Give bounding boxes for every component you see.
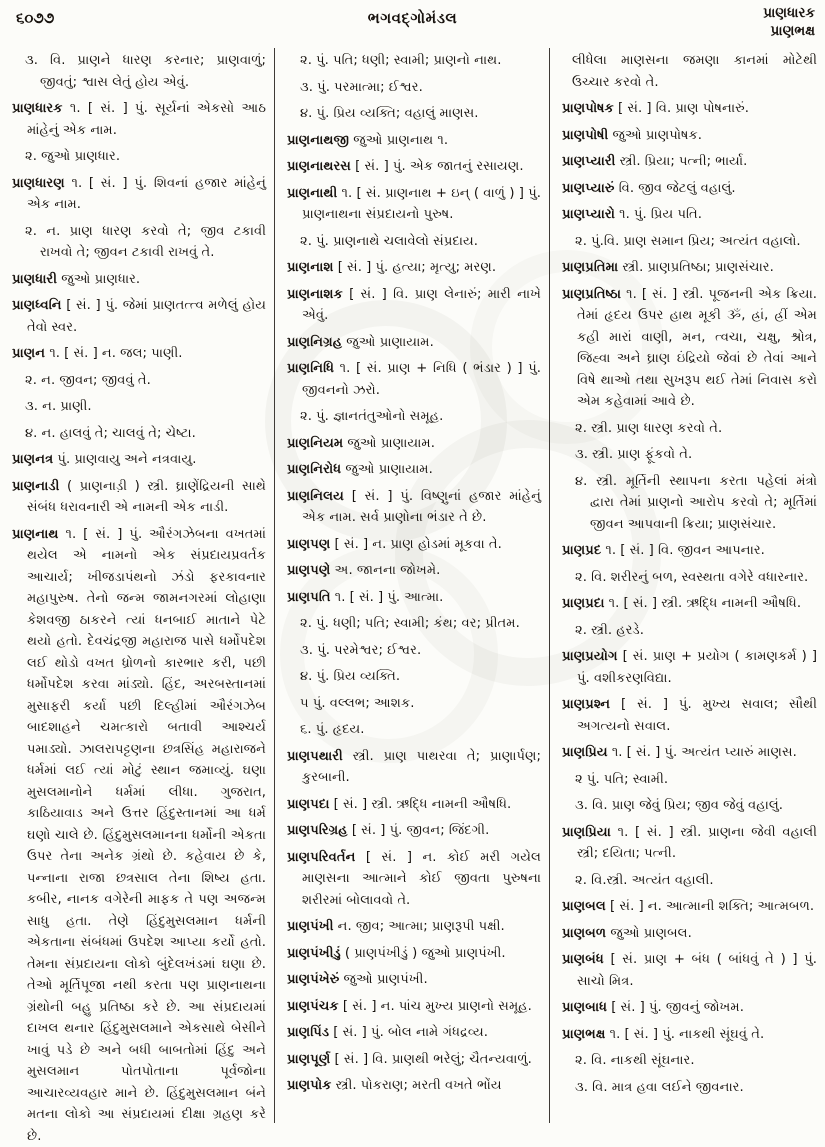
sense-line: ૩. વિ. માત્ર હવા લઈને જીવનાર. — [562, 1077, 817, 1099]
headword: પ્રાણપ્રદ — [562, 543, 601, 558]
dictionary-entry: પ્રાણધારણ ૧. [ સં. ] પું. શિવનાં હજાર માંહેનું એક નામ. — [12, 173, 266, 216]
headword: પ્રાણનિરોધ — [287, 462, 341, 477]
dictionary-entry: પ્રાણપ્યારો ૧. પું. પ્રિય પતિ. — [562, 204, 817, 226]
sense-line: ૨. જુઓ પ્રાણધાર. — [12, 146, 266, 168]
dictionary-entry: પ્રાણપરિવર્તન [ સં. ] ન. કોઈ મરી ગયેલ માણસના આત્માને કોઈ જીવતા પુરુષના શરીરમાં બોલાવવો તે. — [287, 847, 541, 912]
column-2 — [275, 48, 550, 1123]
headword: પ્રાણનિધિ — [287, 361, 334, 376]
dictionary-entry: પ્રાણપ્રિયા ૧. [ સં. ] સ્ત્રી. પ્રાણના જેવી વહાલી સ્ત્રી; દયિતા; પત્ની. — [562, 822, 817, 865]
sense-line: ૩. પું. પરમેશ્વર; ઈશ્વર. — [287, 640, 541, 662]
headword: પ્રાણનિલય — [287, 489, 344, 504]
dictionary-entry: પ્રાણપરિગ્રહ [ સં. ] પું. જીવન; જિંદગી. — [287, 820, 541, 842]
headword: પ્રાણપરિગ્રહ — [287, 823, 348, 838]
dictionary-entry: પ્રાણબળ જુઓ પ્રાણબલ. — [562, 923, 817, 945]
headword: પ્રાણબંધ — [562, 952, 604, 967]
page-header — [0, 0, 825, 48]
headword: પ્રાણધારક — [12, 101, 63, 116]
headword: પ્રાણનિયમ — [287, 436, 343, 451]
dictionary-entry: પ્રાણપદા [ સં. ] સ્ત્રી. ઋદ્ધિ નામની ઔષધિ. — [287, 794, 541, 816]
headword: પ્રાણપણે — [287, 563, 330, 578]
headword: પ્રાણપ્રતિમા — [562, 260, 618, 275]
headword: પ્રાણપ્રિય — [562, 745, 608, 760]
dictionary-entry: પ્રાણનિધિ ૧. [ સં. પ્રાણ + નિધિ ( ભંડાર ) ] પું. જીવનનો ઝરો. — [287, 358, 541, 401]
headword: પ્રાણપ્રયોગ — [562, 649, 618, 664]
headword: પ્રાણપરિવર્તન — [287, 850, 355, 865]
headword: પ્રાણનાથજી — [287, 133, 349, 148]
dictionary-entry: પ્રાણનાથજી જુઓ પ્રાણનાથ ૧. — [287, 130, 541, 152]
sense-line: ૨. વિ. શરીરનું બળ, સ્વસ્થતા વગેરે વધારનાર. — [562, 567, 817, 589]
headword: પ્રાણનાશક — [287, 287, 343, 302]
dictionary-entry: પ્રાણનાથરસ [ સં. ] પું. એક જાતનું રસાયણ. — [287, 156, 541, 178]
headword: પ્રાણપોષી — [562, 128, 608, 143]
sense-line: ૨. પું.વિ. પ્રાણ સમાન પ્રિય; અત્યંત વહાલો. — [562, 231, 817, 253]
headword: પ્રાણનાથ — [12, 527, 58, 542]
dictionary-entry: પ્રાણભક્ષ ૧. [ સં. ] પું. નાકથી સૂંઘવું તે. — [562, 1024, 817, 1046]
dictionary-entry: પ્રાણપંખીડું ( પ્રાણપંખીડ઼ું ) જુઓ પ્રાણપંખી. — [287, 943, 541, 965]
headword: પ્રાણન — [12, 346, 45, 361]
sense-line: ૨ પું. પતિ; સ્વામી. — [562, 769, 817, 791]
dictionary-entry: પ્રાણપતિ ૧. [ સં. ] પું. આત્મા. — [287, 587, 541, 609]
dictionary-entry: પ્રાણધારક ૧. [ સં. ] પું. સૂર્યનાં એકસો આઠ માંહેનું એક નામ. — [12, 98, 266, 141]
column-1 — [0, 48, 275, 1123]
sense-line: ૩. વિ. પ્રાણ જેવું પ્રિય; જીવ જેવું વહાલું. — [562, 795, 817, 817]
headword: પ્રાણબળ — [562, 926, 606, 941]
dictionary-entry: પ્રાણપિંડ [ સં. ] પું. બોલ નામે ગંધદ્રવ્ય. — [287, 1022, 541, 1044]
headword: પ્રાણપ્રતિષ્ઠા — [562, 287, 621, 302]
sense-line: ૨. સ્ત્રી. પ્રાણ ધારણ કરવો તે. — [562, 418, 817, 440]
dictionary-entry: પ્રાણનાશક [ સં. ] વિ. પ્રાણ લેનારું; મારી નાખે એવું. — [287, 284, 541, 327]
headword: પ્રાણપદા — [287, 797, 329, 812]
headword: પ્રાણનિગ્રહ — [287, 335, 342, 350]
dictionary-entry: પ્રાણપ્રયોગ [ સં. પ્રાણ + પ્રયોગ ( કામણકર્મ ) ] પું. વશીકરણવિદ્યા. — [562, 646, 817, 689]
book-title: ભગવદ્ગોમંડલ — [0, 9, 825, 27]
headword: પ્રાણભક્ષ — [562, 1027, 605, 1042]
sense-line: ૩. વિ. પ્રાણને ધારણ કરનાર; પ્રાણવાળું; જીવતું; શ્વાસ લેતું હોય એવું. — [12, 50, 266, 93]
headword: પ્રાણપંખીડું — [287, 946, 341, 961]
dictionary-entry: પ્રાણબાધ [ સં. ] પું. જીવનું જોખમ. — [562, 997, 817, 1019]
headword: પ્રાણપંખી — [287, 919, 333, 934]
sense-line: ૨. વિ. નાકથી સૂંઘનાર. — [562, 1050, 817, 1072]
guide-words — [763, 4, 815, 40]
dictionary-entry: પ્રાણપ્રદ ૧. [ સં. ] વિ. જીવન આપનાર. — [562, 540, 817, 562]
dictionary-entry: પ્રાણપ્રદા ૧. [ સં. ] સ્ત્રી. ઋદ્ધિ નામની ઔષધિ. — [562, 593, 817, 615]
continuation-line: લીધેલા માણસના જમણા કાનમાં મોટેથી ઉચ્ચાર કરવો તે. — [562, 50, 817, 93]
headword: પ્રાણનાશ — [287, 260, 334, 275]
headword: પ્રાણધારી — [12, 272, 57, 287]
sense-line: ૪. ન. હાલવું તે; ચાલવું તે; ચેષ્ટા. — [12, 423, 266, 445]
sense-line: ૨. ન. પ્રાણ ધારણ કરવો તે; જીવ ટકાવી રાખવો તે; જીવન ટકાવી રાખવું તે. — [12, 221, 266, 264]
dictionary-entry: પ્રાણનાથી ૧. [ સં. પ્રાણનાથ + ઇન્ ( વાળું ) ] પું. પ્રાણનાથના સંપ્રદાયનો પુરુષ. — [287, 183, 541, 226]
sense-line: ૩. ન. પ્રાણી. — [12, 396, 266, 418]
headword: પ્રાણબાધ — [562, 1000, 607, 1015]
sense-line: ૫ પું. વલ્લભ; આશક. — [287, 693, 541, 715]
column-3 — [550, 48, 825, 1123]
headword: પ્રાણધારણ — [12, 176, 65, 191]
guide-word-last: પ્રાણભક્ષ — [763, 22, 815, 40]
dictionary-entry: પ્રાણબંધ [ સં. પ્રાણ + બંધ ( બાંધવું તે ) ] પું. સાચો મિત્ર. — [562, 949, 817, 992]
dictionary-entry: પ્રાણપ્યારું વિ. જીવ જેટલું વહાલું. — [562, 178, 817, 200]
dictionary-entry: પ્રાણપ્રશ્ન [ સં. ] પું. મુખ્ય સવાલ; સૌથી અગત્યનો સવાલ. — [562, 694, 817, 737]
dictionary-entry: પ્રાણબલ [ સં. ] ન. આત્માની શક્તિ; આત્મબળ. — [562, 896, 817, 918]
guide-word-first: પ્રાણધારક — [763, 4, 815, 22]
headword: પ્રાણનાડી — [12, 479, 59, 494]
sense-line: ૨. સ્ત્રી. હરડે. — [562, 620, 817, 642]
headword: પ્રાણપ્યારું — [562, 181, 615, 196]
dictionary-entry: પ્રાણપંખી ન. જીવ; આત્મા; પ્રાણરૂપી પક્ષી. — [287, 916, 541, 938]
dictionary-entry: પ્રાણપોક સ્ત્રી. પોકરાણ; મરતી વખતે ભોંય — [287, 1075, 541, 1097]
dictionary-entry: પ્રાણન ૧. [ સં. ] ન. જલ; પાણી. — [12, 343, 266, 365]
headword: પ્રાણપતિ — [287, 590, 331, 605]
dictionary-entry: પ્રાણનાશ [ સં. ] પું. હત્યા; મૃત્યુ; મરણ. — [287, 257, 541, 279]
sense-line: ૨. પું. ધણી; પતિ; સ્વામી; કંથ; વર; પ્રીતમ. — [287, 613, 541, 635]
headword: પ્રાણપૂર્ણ — [287, 1052, 330, 1067]
headword: પ્રાણપ્યારી — [562, 154, 615, 169]
headword: પ્રાણપથારી — [287, 749, 343, 764]
dictionary-entry: પ્રાણનિરોધ જુઓ પ્રાણાયામ. — [287, 459, 541, 481]
headword: પ્રાણધ્વનિ — [12, 298, 62, 313]
sense-line: ૨. ન. જીવન; જીવવું તે. — [12, 370, 266, 392]
dictionary-entry: પ્રાણનિગ્રહ જુઓ પ્રાણાયામ. — [287, 332, 541, 354]
dictionary-entry: પ્રાણપંખેરું જુઓ પ્રાણપંખી. — [287, 969, 541, 991]
headword: પ્રાણપંખેરું — [287, 972, 339, 987]
dictionary-entry: પ્રાણધ્વનિ [ સં. ] પું. જેમાં પ્રાણતત્ત્વ મળેલું હોય તેવો સ્વર. — [12, 295, 266, 338]
dictionary-entry: પ્રાણપ્રતિમા સ્ત્રી. પ્રાણપ્રતિષ્ઠા; પ્રાણસંચાર. — [562, 257, 817, 279]
dictionary-entry: પ્રાણનાડી ( પ્રાણનાડ઼ી ) સ્ત્રી. ઘ્રાણેંદ્રિયની સાથે સંબંધ ધરાવનારી એ નામની એક નાડી. — [12, 476, 266, 519]
sense-line: ૪. પું. પ્રિય વ્યક્તિ; વહાલું માણસ. — [287, 103, 541, 125]
dictionary-entry: પ્રાણપથારી સ્ત્રી. પ્રાણ પાથરવા તે; પ્રાણાર્પણ; કુરબાની. — [287, 746, 541, 789]
headword: પ્રાણપિંડ — [287, 1025, 329, 1040]
headword: પ્રાણનાથરસ — [287, 159, 351, 174]
headword: પ્રાણપ્રિયા — [562, 825, 611, 840]
headword: પ્રાણનાથી — [287, 186, 337, 201]
headword: પ્રાણપોષક — [562, 101, 614, 116]
sense-line: ૨. પું. જ્ઞાનતંતુઓનો સમૂહ. — [287, 406, 541, 428]
dictionary-entry: પ્રાણપણે અ. જાનના જોખમે. — [287, 560, 541, 582]
headword: પ્રાણપોક — [287, 1078, 331, 1093]
sense-line: ૨. વિ.સ્ત્રી. અત્યંત વહાલી. — [562, 870, 817, 892]
sense-line: ૪. પું. પ્રિય વ્યક્તિ. — [287, 666, 541, 688]
dictionary-entry: પ્રાણપૂર્ણ [ સં. ] વિ. પ્રાણથી ભરેલું; ચૈતન્યવાળું. — [287, 1049, 541, 1071]
sense-line: ૨. પું. પતિ; ધણી; સ્વામી; પ્રાણનો નાથ. — [287, 50, 541, 72]
headword: પ્રાણપણ — [287, 537, 330, 552]
dictionary-entry: પ્રાણનાથ ૧. [ સં. ] પું. ઔરંગઝેબના વખતમાં થયેલ એ નામનો એક સંપ્રદાયપ્રવર્તક આચાર્ય; ખીજડાપંથનો ઝંડો ફરકાવનાર મહાપુરુષ. તેનો જન્મ જામનગરમાં લોહાણા કેશવજી ઠાકરને ત્યાં ધનબાઈ માતાને પેટે થયો હતો. દેવચંદ્રજી મહારાજ પાસે ધર્મોપદેશ લઈ થોડો વખત ધ્રોળનો કારભાર કરી, પછી ધર્મોપદેશ કરવા માંડ્યો. હિંદ, અરબસ્તાનમાં મુસાફરી કર્યા પછી દિલ્હીમાં ઔરંગઝેબ બાદશાહને ચમત્કારો બતાવી આશ્ચર્ય પમાડ્યો. ઝાલરાપટ્ટણના છત્રસિંહ મહારાજને ધર્મમાં લઈ ત્યાં મોટું સ્થાન જમાવ્યું. ઘણા મુસલમાનોને ધર્મમાં લીધા. ગુજરાત, કાઠિયાવાડ અને ઉત્તર હિંદુસ્તાનમાં આ ધર્મ ઘણો ચાલે છે. હિંદુમુસલમાનના ધર્મોની એકતા ઉપર તેના અનેક ગ્રંથો છે. કહેવાય છે કે, પન્નાના રાજા છત્રસાલ તેના શિષ્ય હતા. કબીર, નાનક વગેરેની માફક તે પણ અજન્મ સાધુ હતા. તેણે હિંદુમુસલમાન ધર્મની એકતાના સંબંધમાં ઉપદેશ આપ્યા કર્યો હતો. તેમના સંપ્રદાયના લોકો બુંદેલખંડમાં ઘણા છે. તેઓ મૂર્તિપૂજા નથી કરતા પણ પ્રાણનાથના ગ્રંથોની બહુ પ્રતિષ્ઠા કરે છે. આ સંપ્રદાયમાં દાખલ થનાર હિંદુમુસલમાને એકસાથે બેસીને ખાવું પડે છે અને બધી બાબતોમાં હિંદુ અને મુસલમાન પોતપોતાના પૂર્વજોના આચારવ્યવહાર માને છે. હિંદુમુસલમાન બંને મતના લોકો આ સંપ્રદાયમાં દીક્ષા ગ્રહણ કરે છે. — [12, 524, 266, 1147]
sense-line: ૪. સ્ત્રી. મૂર્તિની સ્થાપના કરતા પહેલાં મંત્રો દ્વારા તેમાં પ્રાણનો આરોપ કરવો તે; મૂર્તિમાં જીવન આપવાની ક્રિયા; પ્રાણસંચાર. — [562, 471, 817, 536]
sense-line: ૨. પું. પ્રાણનાથે ચલાવેલો સંપ્રદાય. — [287, 231, 541, 253]
dictionary-entry: પ્રાણનત્ર પું. પ્રાણવાયુ અને નત્રવાયુ. — [12, 449, 266, 471]
dictionary-entry: પ્રાણપોષક [ સં. ] વિ. પ્રાણ પોષનારું. — [562, 98, 817, 120]
dictionary-entry: પ્રાણધારી જુઓ પ્રાણધાર. — [12, 269, 266, 291]
dictionary-entry: પ્રાણપ્રિય ૧. [ સં. ] પું. અત્યંત પ્યારું માણસ. — [562, 742, 817, 764]
dictionary-entry: પ્રાણપંચક [ સં. ] ન. પાંચ મુખ્ય પ્રાણનો સમૂહ. — [287, 996, 541, 1018]
text-columns — [0, 48, 825, 1123]
dictionary-entry: પ્રાણપણ [ સં. ] ન. પ્રાણ હોડમાં મૂકવા તે. — [287, 534, 541, 556]
dictionary-entry: પ્રાણપ્યારી સ્ત્રી. પ્રિયા; પત્ની; ભાર્યા. — [562, 151, 817, 173]
dictionary-entry: પ્રાણપ્રતિષ્ઠા ૧. [ સં. ] સ્ત્રી. પૂજનની એક ક્રિયા. તેમાં હૃદય ઉપર હાથ મૂકી ૐ, હ્રાં, હ્રીં એમ કહી મારાં વાણી, મન, ત્વચા, ચક્ષુ, શ્રોત્ર, જિહ્વા અને ઘ્રાણ ઇંદ્રિયો જેવાં છે તેવાં આને વિષે થાઓ તથા સુખરૂપ થઈ તેમાં નિવાસ કરો એમ કહેવામાં આવે છે. — [562, 284, 817, 413]
headword: પ્રાણપંચક — [287, 999, 339, 1014]
headword: પ્રાણનત્ર — [12, 452, 53, 467]
headword: પ્રાણબલ — [562, 899, 606, 914]
headword: પ્રાણપ્રદા — [562, 596, 604, 611]
headword: પ્રાણપ્યારો — [562, 207, 615, 222]
dictionary-entry: પ્રાણનિયમ જુઓ પ્રાણાયામ. — [287, 433, 541, 455]
sense-line: ૬. પું. હૃદય. — [287, 719, 541, 741]
dictionary-entry: પ્રાણપોષી જુઓ પ્રાણપોષક. — [562, 125, 817, 147]
dictionary-entry: પ્રાણનિલય [ સં. ] પું. વિષ્ણુનાં હજાર માંહેનું એક નામ. સર્વ પ્રાણોના ભંડાર તે છે. — [287, 486, 541, 529]
headword: પ્રાણપ્રશ્ન — [562, 697, 610, 712]
sense-line: ૩. પું. પરમાત્મા; ઈશ્વર. — [287, 77, 541, 99]
page-number: ૬૦૭૭ — [16, 9, 54, 27]
sense-line: ૩. સ્ત્રી. પ્રાણ ફૂંકવો તે. — [562, 444, 817, 466]
